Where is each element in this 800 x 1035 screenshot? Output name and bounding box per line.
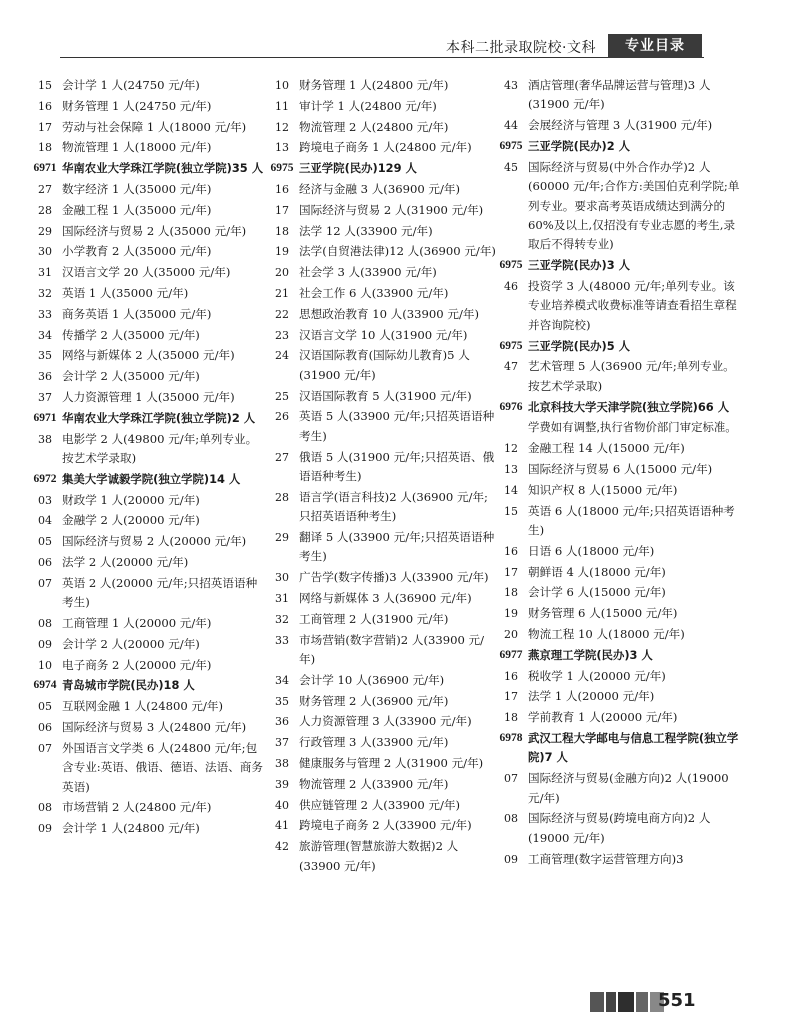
major-code: 28 [275, 490, 289, 504]
major-text: 艺术管理 5 人(36900 元/年;单列专业。按艺术学录取) [528, 359, 735, 393]
major-text: 社会学 3 人(33900 元/年) [299, 265, 437, 280]
major-entry [28, 76, 266, 95]
school-name: 集美大学诚毅学院(独立学院)14 人 [62, 471, 241, 486]
major-code: 29 [38, 224, 52, 238]
major-code: 10 [38, 658, 52, 672]
major-code: 09 [38, 637, 52, 651]
major-text: 财务管理 6 人(15000 元/年) [528, 606, 678, 621]
major-code: 18 [504, 586, 518, 600]
major-code: 31 [38, 266, 52, 280]
major-text: 劳动与社会保障 1 人(18000 元/年) [62, 119, 247, 134]
major-code: 37 [38, 390, 52, 404]
major-text: 国际经济与贸易(跨境电商方向)2 人(19000 元/年) [528, 811, 711, 845]
major-entry [265, 775, 498, 794]
major-text: 会计学 1 人(24800 元/年) [62, 821, 200, 836]
major-text: 会计学 2 人(20000 元/年) [62, 636, 200, 651]
major-text: 国际经济与贸易 6 人(15000 元/年) [528, 462, 713, 477]
major-entry [265, 326, 498, 345]
major-code: 15 [504, 504, 518, 518]
major-entry [28, 201, 266, 220]
major-code: 35 [275, 694, 289, 708]
major-text: 工商管理(数字运营管理方向)3 [528, 851, 684, 866]
major-code: 47 [504, 360, 518, 374]
major-entry [494, 809, 744, 848]
major-text: 市场营销(数字营销)2 人(33900 元/年) [299, 632, 485, 666]
major-text: 会计学 6 人(15000 元/年) [528, 585, 666, 600]
major-text: 财政学 1 人(20000 元/年) [62, 492, 200, 507]
major-entry [28, 491, 266, 510]
school-entry [494, 137, 744, 156]
major-code: 07 [38, 576, 52, 590]
major-text: 会计学 10 人(36900 元/年) [299, 672, 445, 687]
major-code: 36 [275, 715, 289, 729]
major-code: 20 [275, 266, 289, 280]
school-entry [28, 409, 266, 428]
major-text: 日语 6 人(18000 元/年) [528, 543, 655, 558]
major-code: 19 [504, 607, 518, 621]
major-code: 04 [38, 514, 52, 528]
school-code: 6978 [499, 731, 523, 744]
school-entry [28, 159, 266, 178]
major-entry [28, 118, 266, 137]
major-text: 旅游管理(智慧旅游大数据)2 人(33900 元/年) [299, 839, 459, 873]
major-text: 语言学(语言科技)2 人(36900 元/年;只招英语语种考生) [299, 489, 488, 524]
major-code: 40 [275, 798, 289, 812]
major-entry [28, 614, 266, 633]
major-entry [494, 687, 744, 706]
major-code: 30 [38, 245, 52, 259]
school-name: 华南农业大学珠江学院(独立学院)35 人 [62, 161, 264, 176]
major-text: 税收学 1 人(20000 元/年) [528, 668, 666, 683]
major-text: 商务英语 1 人(35000 元/年) [62, 306, 212, 321]
major-code: 13 [504, 463, 518, 477]
column-left [28, 76, 266, 840]
school-entry [494, 398, 744, 417]
major-text: 学前教育 1 人(20000 元/年) [528, 710, 678, 725]
major-code: 36 [38, 370, 52, 384]
major-entry [28, 242, 266, 261]
major-entry [28, 574, 266, 613]
major-entry [265, 528, 498, 567]
major-code: 41 [275, 819, 289, 833]
major-code: 08 [504, 812, 518, 826]
major-entry [265, 589, 498, 608]
major-code: 46 [504, 280, 518, 294]
major-text: 行政管理 3 人(33900 元/年) [299, 735, 449, 750]
major-code: 24 [275, 349, 289, 363]
major-entry [265, 692, 498, 711]
major-text: 电子商务 2 人(20000 元/年) [62, 657, 212, 672]
major-entry [265, 201, 498, 220]
major-entry [28, 138, 266, 157]
major-code: 38 [38, 432, 52, 446]
major-code: 18 [504, 711, 518, 725]
major-code: 32 [38, 286, 52, 300]
school-code: 6971 [33, 411, 57, 424]
column-middle [265, 76, 498, 877]
school-name: 三亚学院(民办)2 人 [528, 139, 631, 153]
major-text: 社会工作 6 人(33900 元/年) [299, 285, 449, 300]
major-text: 市场营销 2 人(24800 元/年) [62, 800, 212, 815]
major-code: 16 [38, 99, 52, 113]
school-code: 6975 [499, 339, 523, 352]
major-code: 12 [275, 120, 289, 134]
major-code: 17 [504, 690, 518, 704]
major-code: 10 [275, 79, 289, 92]
major-code: 14 [504, 483, 518, 497]
major-code: 13 [275, 141, 289, 155]
major-text: 法学 1 人(20000 元/年) [528, 689, 655, 704]
major-code: 38 [275, 756, 289, 770]
major-entry [494, 277, 744, 335]
major-entry [265, 284, 498, 303]
major-text: 酒店管理(奢华品牌运营与管理)3 人(31900 元/年) [528, 78, 711, 112]
major-entry [28, 697, 266, 716]
major-code: 45 [504, 160, 518, 174]
major-entry [28, 553, 266, 572]
major-text: 知识产权 8 人(15000 元/年) [528, 482, 678, 497]
school-code: 6975 [270, 162, 294, 175]
major-entry [494, 667, 744, 686]
major-entry [28, 718, 266, 737]
school-code: 6977 [499, 648, 523, 661]
major-text: 学费如有调整,执行省物价部门审定标准。 [528, 420, 737, 435]
major-entry [265, 610, 498, 629]
major-text: 审计学 1 人(24800 元/年) [299, 98, 437, 113]
major-text: 俄语 5 人(31900 元/年;只招英语、俄语语种考生) [299, 449, 495, 483]
major-entry [265, 97, 498, 116]
school-code: 6972 [33, 472, 57, 485]
major-entry [28, 388, 266, 407]
school-code: 6976 [499, 400, 523, 413]
major-entry [494, 460, 744, 479]
running-title: 本科二批录取院校·文科 [446, 40, 596, 56]
major-entry [265, 180, 498, 199]
major-code: 07 [504, 772, 518, 786]
major-code: 32 [275, 612, 289, 626]
major-text: 物流管理 2 人(24800 元/年) [299, 119, 449, 134]
major-entry [28, 635, 266, 654]
major-text: 广告学(数字传播)3 人(33900 元/年) [299, 570, 489, 585]
major-text: 财务管理 1 人(24800 元/年) [299, 78, 449, 92]
major-code: 17 [38, 120, 52, 134]
major-text: 会展经济与管理 3 人(31900 元/年) [528, 118, 713, 133]
major-text: 网络与新媒体 2 人(35000 元/年) [62, 348, 235, 363]
major-text: 国际经济与贸易 2 人(31900 元/年) [299, 202, 484, 217]
school-entry [28, 470, 266, 489]
section-badge: 专业目录 [608, 34, 702, 58]
major-text: 物流工程 10 人(18000 元/年) [528, 627, 685, 641]
major-text: 物流管理 1 人(18000 元/年) [62, 140, 212, 155]
footer-block [636, 992, 648, 1012]
major-text: 电影学 2 人(49800 元/年;单列专业。按艺术学录取) [62, 431, 258, 465]
major-text: 物流管理 2 人(33900 元/年) [299, 776, 449, 791]
school-name: 北京科技大学天津学院(独立学院)66 人 [528, 399, 730, 414]
major-text: 汉语言文学 10 人(31900 元/年) [299, 327, 468, 342]
major-entry [28, 97, 266, 116]
major-text: 财务管理 2 人(36900 元/年) [299, 693, 449, 708]
major-text: 人力资源管理 3 人(33900 元/年) [299, 714, 472, 729]
major-entry [28, 367, 266, 386]
major-text: 金融工程 14 人(15000 元/年) [528, 441, 685, 456]
major-entry [265, 754, 498, 773]
major-code: 28 [38, 203, 52, 217]
major-text: 法学 2 人(20000 元/年) [62, 554, 189, 569]
major-entry [265, 76, 498, 95]
major-text: 国际经济与贸易(金融方向)2 人(19000 元/年) [528, 771, 729, 805]
major-code: 09 [504, 852, 518, 866]
major-code: 08 [38, 616, 52, 630]
major-text: 金融学 2 人(20000 元/年) [62, 513, 200, 528]
major-entry [28, 511, 266, 530]
major-code: 09 [38, 822, 52, 836]
major-entry [28, 180, 266, 199]
major-text: 工商管理 1 人(20000 元/年) [62, 615, 212, 630]
major-text: 英语 1 人(35000 元/年) [62, 285, 189, 300]
major-entry [494, 625, 744, 644]
major-entry [28, 346, 266, 365]
major-text: 英语 6 人(18000 元/年;只招英语语种考生) [528, 503, 735, 538]
major-code: 34 [38, 328, 52, 342]
major-entry [494, 481, 744, 500]
major-code: 08 [38, 801, 52, 815]
major-code: 26 [275, 410, 289, 424]
school-name: 三亚学院(民办)129 人 [299, 161, 417, 176]
major-entry [28, 284, 266, 303]
school-entry [494, 256, 744, 275]
school-name: 三亚学院(民办)5 人 [528, 338, 631, 353]
footer-block [618, 992, 634, 1012]
major-entry [28, 819, 266, 838]
major-code: 16 [504, 669, 518, 683]
major-entry [494, 583, 744, 602]
major-code: 19 [275, 245, 289, 259]
major-code: 35 [38, 349, 52, 363]
major-code: 20 [504, 628, 518, 641]
major-text: 工商管理 2 人(31900 元/年) [299, 611, 449, 626]
major-entry [494, 850, 744, 869]
major-entry [265, 448, 498, 487]
school-code: 6975 [499, 259, 523, 272]
school-entry [494, 337, 744, 356]
major-entry [494, 563, 744, 582]
school-code: 6971 [33, 162, 57, 175]
major-entry [494, 357, 744, 396]
major-code: 12 [504, 442, 518, 456]
major-entry [28, 305, 266, 324]
column-right [494, 76, 744, 870]
major-entry [265, 733, 498, 752]
major-code: 16 [504, 544, 518, 558]
major-entry [28, 798, 266, 817]
major-text: 跨境电子商务 2 人(33900 元/年) [299, 818, 472, 833]
major-entry [265, 816, 498, 835]
major-text: 网络与新媒体 3 人(36900 元/年) [299, 590, 472, 605]
major-code: 05 [38, 700, 52, 714]
school-entry [28, 676, 266, 695]
page-number: 551 [658, 990, 696, 1011]
major-text: 跨境电子商务 1 人(24800 元/年) [299, 140, 472, 155]
school-entry [494, 646, 744, 665]
major-text: 国际经济与贸易 2 人(35000 元/年) [62, 223, 247, 238]
footer-block [606, 992, 616, 1012]
major-entry [28, 532, 266, 551]
major-entry [265, 837, 498, 876]
major-text: 经济与金融 3 人(36900 元/年) [299, 181, 461, 196]
major-code: 43 [504, 79, 518, 92]
major-code: 23 [275, 328, 289, 342]
major-text: 人力资源管理 1 人(35000 元/年) [62, 389, 235, 404]
school-entry [265, 159, 498, 178]
major-entry [265, 712, 498, 731]
major-entry [265, 671, 498, 690]
school-entry [494, 729, 744, 768]
major-entry [28, 430, 266, 469]
major-entry [265, 387, 498, 406]
major-code: 16 [275, 182, 289, 196]
major-text: 会计学 2 人(35000 元/年) [62, 369, 200, 384]
major-entry [265, 407, 498, 446]
major-text: 健康服务与管理 2 人(31900 元/年) [299, 755, 484, 770]
major-code: 15 [38, 79, 52, 92]
major-text: 国际经济与贸易 3 人(24800 元/年) [62, 719, 247, 734]
major-code: 27 [275, 450, 289, 464]
major-text: 金融工程 1 人(35000 元/年) [62, 202, 212, 217]
major-entry [265, 568, 498, 587]
major-code: 33 [38, 307, 52, 321]
major-code: 33 [275, 633, 289, 647]
major-entry [265, 631, 498, 670]
major-entry [265, 488, 498, 527]
major-entry [494, 158, 744, 255]
major-text: 汉语言文学 20 人(35000 元/年) [62, 265, 231, 280]
footer-decoration [590, 992, 666, 1012]
major-text: 数字经济 1 人(35000 元/年) [62, 181, 212, 196]
major-entry [28, 656, 266, 675]
major-entry [265, 222, 498, 241]
major-text: 小学教育 2 人(35000 元/年) [62, 244, 212, 259]
major-code: 25 [275, 389, 289, 403]
major-code: 29 [275, 530, 289, 544]
major-code: 37 [275, 736, 289, 750]
major-code: 06 [38, 555, 52, 569]
major-code: 05 [38, 535, 52, 549]
major-text: 会计学 1 人(24750 元/年) [62, 78, 200, 92]
major-code [494, 418, 528, 437]
major-text: 互联网金融 1 人(24800 元/年) [62, 699, 224, 714]
major-entry [494, 116, 744, 135]
major-code: 34 [275, 673, 289, 687]
major-code: 18 [275, 224, 289, 238]
major-entry [494, 708, 744, 727]
major-entry [28, 222, 266, 241]
major-code: 44 [504, 119, 518, 133]
major-code: 11 [275, 99, 289, 113]
footer-block [590, 992, 604, 1012]
major-entry [28, 326, 266, 345]
major-entry [265, 242, 498, 261]
major-text: 法学(自贸港法律)12 人(36900 元/年) [299, 244, 496, 259]
school-code: 6975 [499, 140, 523, 152]
major-entry [265, 138, 498, 157]
major-text: 供应链管理 2 人(33900 元/年) [299, 797, 461, 812]
major-entry [265, 796, 498, 815]
school-name: 青岛城市学院(民办)18 人 [62, 678, 195, 693]
major-entry [494, 542, 744, 561]
major-entry [28, 739, 266, 797]
major-text: 财务管理 1 人(24750 元/年) [62, 98, 212, 113]
major-code: 39 [275, 777, 289, 791]
major-code: 07 [38, 741, 52, 755]
page-header [0, 32, 800, 62]
major-text: 汉语国际教育 5 人(31900 元/年) [299, 388, 472, 403]
major-text: 外国语言文学类 6 人(24800 元/年;包含专业:英语、俄语、德语、法语、商务英语) [62, 740, 264, 794]
major-entry [494, 769, 744, 808]
major-text: 投资学 3 人(48000 元/年;单列专业。该专业培养模式收费标准等请查看招生章程并咨询院校) [528, 279, 737, 332]
major-code: 06 [38, 720, 52, 734]
major-entry [494, 502, 744, 541]
major-text: 国际经济与贸易 2 人(20000 元/年) [62, 534, 247, 549]
major-entry [265, 118, 498, 137]
major-code: 03 [38, 493, 52, 507]
major-text: 法学 12 人(33900 元/年) [299, 223, 433, 238]
major-entry [28, 263, 266, 282]
major-code: 22 [275, 307, 289, 321]
major-text: 国际经济与贸易(中外合作办学)2 人(60000 元/年;合作方:美国伯克利学院;单列专业。要求高考英语成绩达到满分的 60%及以上,仅招没有专业志愿的考生,录取后不得转专业) [528, 159, 740, 252]
school-name: 燕京理工学院(民办)3 人 [528, 647, 653, 662]
major-text: 英语 5 人(33900 元/年;只招英语语种考生) [299, 409, 495, 443]
school-name: 华南农业大学珠江学院(独立学院)2 人 [62, 410, 256, 425]
major-entry [494, 439, 744, 458]
major-entry [265, 263, 498, 282]
major-text: 英语 2 人(20000 元/年;只招英语语种考生) [62, 575, 258, 610]
major-code: 31 [275, 591, 289, 605]
major-entry [265, 305, 498, 324]
major-code: 17 [275, 203, 289, 217]
major-code: 27 [38, 182, 52, 196]
school-name: 三亚学院(民办)3 人 [528, 258, 631, 273]
major-code: 17 [504, 565, 518, 579]
major-entry [265, 346, 498, 385]
major-text: 朝鲜语 4 人(18000 元/年) [528, 564, 666, 579]
major-entry [494, 76, 744, 115]
major-text: 思想政治教育 10 人(33900 元/年) [299, 306, 479, 321]
major-code: 30 [275, 571, 289, 585]
major-text: 传播学 2 人(35000 元/年) [62, 327, 200, 342]
major-text: 汉语国际教育(国际幼儿教育)5 人(31900 元/年) [299, 348, 470, 382]
major-code: 42 [275, 840, 289, 854]
major-code: 18 [38, 141, 52, 155]
major-text: 翻译 5 人(33900 元/年;只招英语语种考生) [299, 529, 495, 564]
tuition-note [494, 418, 744, 437]
school-name: 武汉工程大学邮电与信息工程学院(独立学院)7 人 [528, 730, 739, 765]
major-code: 21 [275, 286, 289, 300]
major-entry [494, 604, 744, 623]
school-code: 6974 [33, 679, 57, 692]
